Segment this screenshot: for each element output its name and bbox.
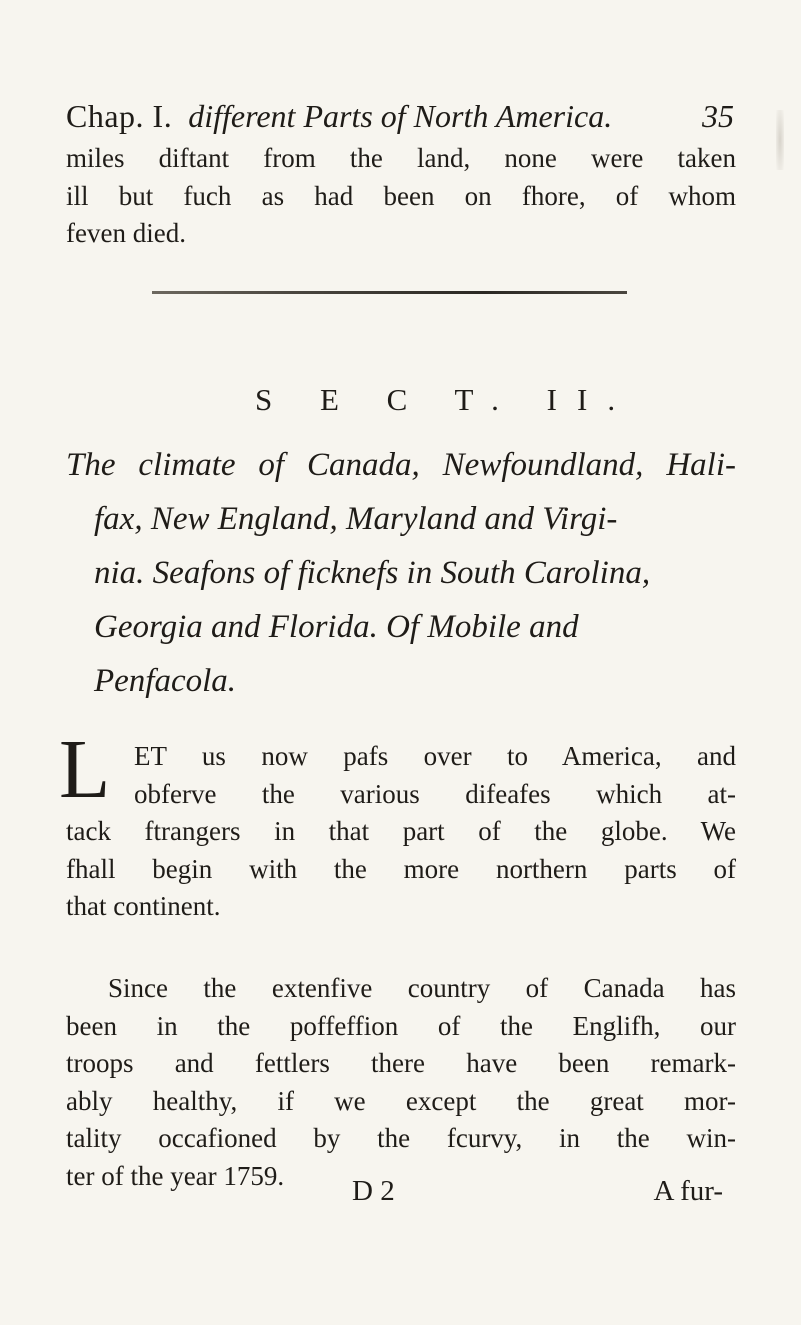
text-line: troops and fettlers there have been remark-	[66, 1048, 736, 1078]
heading-line: Penfacola.	[94, 663, 237, 699]
chapter-label: Chap. I.	[66, 98, 173, 134]
section-label: S E C T. II.	[255, 382, 636, 417]
signature-mark: D 2	[352, 1175, 395, 1207]
heading-line: fax, New England, Maryland and Virgi-	[94, 501, 618, 537]
catchword: A fur-	[653, 1175, 723, 1207]
heading-line: nia. Seafons of ficknefs in South Carolina,	[94, 555, 651, 591]
text-line: tack ftrangers in that part of the globe. We	[66, 816, 736, 846]
heading-line: The climate of Canada, Newfoundland, Hali-	[66, 447, 736, 483]
text-line: fhall begin with the more northern parts of	[66, 853, 736, 884]
running-head	[66, 94, 734, 138]
text-line: that continent.	[66, 891, 221, 921]
text-line: miles diftant from the land, none were taken	[66, 143, 736, 173]
text-line: obferve the various difeafes which at-	[134, 778, 736, 809]
page-number: 35	[702, 98, 734, 134]
running-title: different Parts of North America.	[188, 98, 613, 134]
text-line: feven died.	[66, 218, 186, 248]
text-line: ET us now pafs over to America, and	[134, 741, 736, 771]
heading-line: Georgia and Florida. Of Mobile and	[94, 609, 579, 645]
text-line: Since the extenfive country of Canada has	[108, 973, 736, 1003]
paragraph-2	[66, 970, 736, 1195]
text-line: ably healthy, if we except the great mor-	[66, 1085, 736, 1116]
section-divider-rule	[152, 291, 627, 294]
text-line: ill but fuch as had been on fhore, of whom	[66, 180, 736, 211]
text-line: been in the poffeffion of the Englifh, our	[66, 1010, 736, 1041]
text-line: ter of the year 1759.	[66, 1160, 285, 1191]
section-heading	[66, 438, 736, 708]
paragraph-1	[66, 738, 736, 926]
drop-cap-initial: L	[59, 723, 111, 816]
page-smudge	[776, 110, 784, 170]
intro-paragraph	[66, 140, 736, 253]
text-line: tality occafioned by the fcurvy, in the win-	[66, 1123, 736, 1153]
